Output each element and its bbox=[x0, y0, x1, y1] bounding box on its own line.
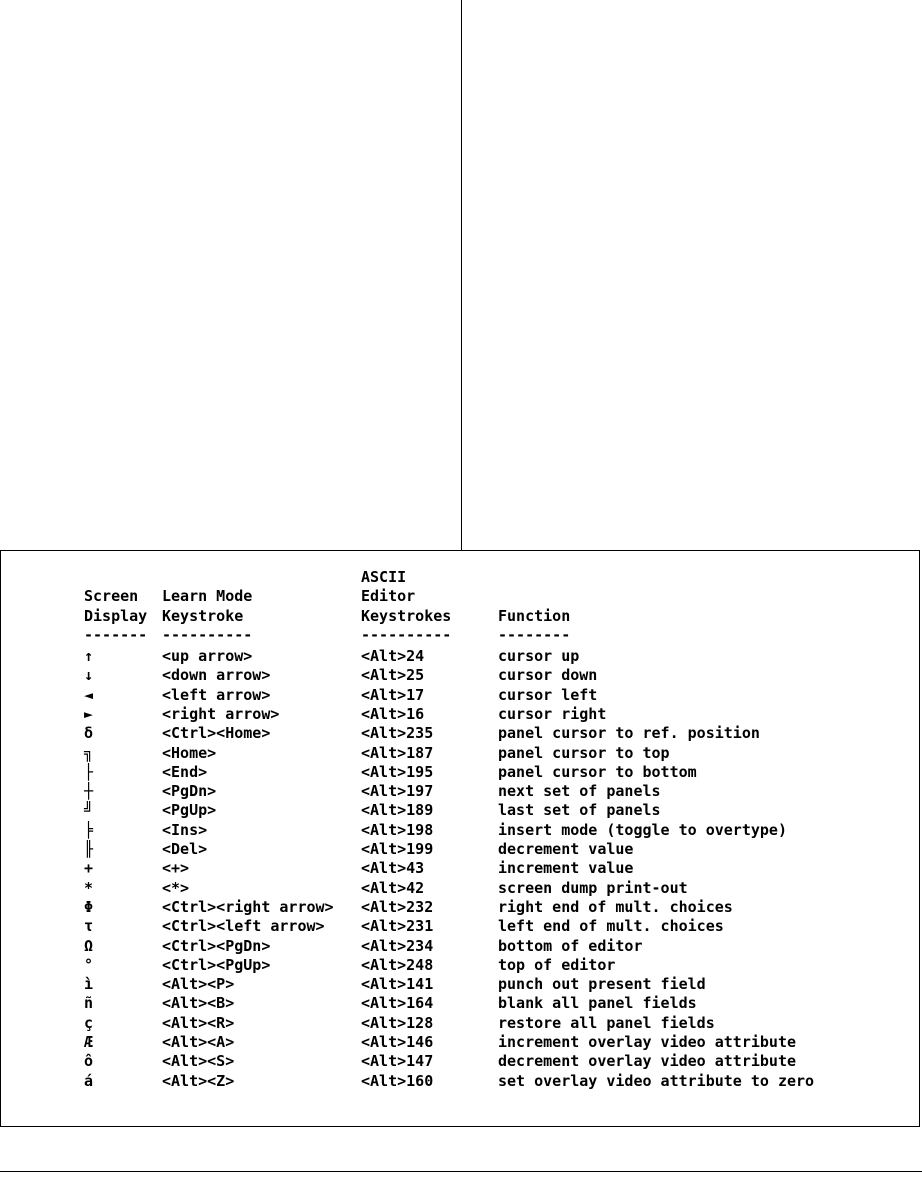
learn-mode-keystroke: <Alt><A> bbox=[162, 1033, 235, 1051]
learn-mode-keystroke: <+> bbox=[162, 859, 190, 878]
ascii-keystroke: <Alt>16 bbox=[361, 704, 425, 723]
screen-display-symbol: ↑ bbox=[84, 647, 94, 665]
screen-display-symbol: ► bbox=[84, 704, 94, 723]
learn-mode-keystroke: <Ctrl><PgUp> bbox=[162, 955, 271, 974]
function-description: cursor down bbox=[498, 666, 598, 685]
ascii-keystroke: <Alt>187 bbox=[361, 743, 434, 762]
screen-display-symbol: ñ bbox=[84, 994, 94, 1013]
ascii-keystroke: <Alt>24 bbox=[361, 647, 425, 665]
screen-display-symbol: ↓ bbox=[84, 666, 94, 685]
function-description: insert mode (toggle to overtype) bbox=[498, 820, 787, 839]
screen-display-symbol: τ bbox=[84, 917, 94, 936]
ascii-keystroke: <Alt>128 bbox=[361, 1013, 434, 1032]
screen-display-symbol: ├ bbox=[84, 762, 94, 781]
ascii-keystroke: <Alt>25 bbox=[361, 666, 425, 685]
screen-display-symbol: ╝ bbox=[84, 801, 94, 820]
ascii-keystroke: <Alt>17 bbox=[361, 685, 425, 704]
learn-mode-keystroke: <Alt><R> bbox=[162, 1013, 235, 1032]
footer-rule bbox=[0, 1171, 922, 1172]
screen-display-symbol: ° bbox=[84, 955, 94, 974]
screen-display-symbol: ç bbox=[84, 1013, 94, 1032]
screen-display-symbol: ô bbox=[84, 1052, 94, 1071]
ascii-keystroke: <Alt>231 bbox=[361, 917, 434, 936]
function-description: decrement value bbox=[498, 840, 634, 858]
learn-mode-keystroke: <right arrow> bbox=[162, 704, 280, 723]
learn-mode-keystroke: <PgUp> bbox=[162, 801, 217, 820]
function-description: panel cursor to bottom bbox=[498, 762, 697, 781]
screen-display-symbol: + bbox=[84, 859, 94, 878]
function-description: cursor left bbox=[498, 685, 598, 704]
screen-display-symbol: Φ bbox=[84, 897, 94, 916]
header-ascii-line: ---------- bbox=[361, 625, 452, 644]
learn-mode-keystroke: <Del> bbox=[162, 840, 208, 858]
learn-mode-keystroke: <Home> bbox=[162, 743, 217, 762]
function-description: panel cursor to top bbox=[498, 743, 670, 762]
learn-mode-keystroke: <Ctrl><Home> bbox=[162, 724, 271, 743]
learn-mode-keystroke: <Ins> bbox=[162, 820, 208, 839]
header-screen-line: ------- bbox=[84, 625, 148, 644]
ascii-keystroke: <Alt>234 bbox=[361, 936, 434, 955]
header-ascii-line: Editor bbox=[361, 587, 416, 606]
learn-mode-keystroke: <Ctrl><right arrow> bbox=[162, 897, 334, 916]
function-description: right end of mult. choices bbox=[498, 897, 733, 916]
function-description: restore all panel fields bbox=[498, 1013, 715, 1032]
function-description: next set of panels bbox=[498, 782, 661, 801]
learn-mode-keystroke: <Alt><Z> bbox=[162, 1071, 235, 1090]
ascii-keystroke: <Alt>197 bbox=[361, 782, 434, 801]
ascii-keystroke: <Alt>160 bbox=[361, 1071, 434, 1090]
screen-display-symbol: ┼ bbox=[84, 782, 94, 801]
learn-mode-keystroke: <Ctrl><PgDn> bbox=[162, 936, 271, 955]
header-learn-line: Keystroke bbox=[162, 606, 244, 625]
ascii-keystroke: <Alt>235 bbox=[361, 724, 434, 743]
ascii-keystroke: <Alt>43 bbox=[361, 859, 425, 878]
learn-mode-keystroke: <PgDn> bbox=[162, 782, 217, 801]
ascii-keystroke: <Alt>232 bbox=[361, 897, 434, 916]
function-description: punch out present field bbox=[498, 975, 706, 994]
function-description: top of editor bbox=[498, 955, 616, 974]
screen-display-symbol: * bbox=[84, 878, 94, 897]
function-description: set overlay video attribute to zero bbox=[498, 1071, 815, 1090]
screen-display-symbol: á bbox=[84, 1071, 94, 1090]
learn-mode-keystroke: <Alt><S> bbox=[162, 1052, 235, 1071]
function-description: increment overlay video attribute bbox=[498, 1033, 797, 1051]
learn-mode-keystroke: <Alt><B> bbox=[162, 994, 235, 1013]
screen-display-symbol: Æ bbox=[84, 1033, 94, 1051]
header-learn-line: ---------- bbox=[162, 625, 253, 644]
screen-display-symbol: ╞ bbox=[84, 820, 94, 839]
screen-display-symbol: ╗ bbox=[84, 743, 94, 762]
ascii-keystroke: <Alt>195 bbox=[361, 762, 434, 781]
learn-mode-keystroke: <left arrow> bbox=[162, 685, 271, 704]
ascii-keystroke: <Alt>146 bbox=[361, 1033, 434, 1051]
learn-mode-keystroke: <End> bbox=[162, 762, 208, 781]
learn-mode-keystroke: <down arrow> bbox=[162, 666, 271, 685]
header-function-line: Function bbox=[498, 606, 571, 625]
ascii-keystroke: <Alt>147 bbox=[361, 1052, 434, 1071]
ascii-keystroke: <Alt>164 bbox=[361, 994, 434, 1013]
header-screen-line: Display bbox=[84, 606, 148, 625]
ascii-keystroke: <Alt>141 bbox=[361, 975, 434, 994]
learn-mode-keystroke: <Alt><P> bbox=[162, 975, 235, 994]
screen-display-symbol: Ω bbox=[84, 936, 94, 955]
function-description: panel cursor to ref. position bbox=[498, 724, 760, 743]
header-function-line: -------- bbox=[498, 625, 571, 644]
function-description: last set of panels bbox=[498, 801, 661, 820]
function-description: left end of mult. choices bbox=[498, 917, 724, 936]
function-description: cursor up bbox=[498, 647, 580, 665]
learn-mode-keystroke: <up arrow> bbox=[162, 647, 253, 665]
learn-mode-keystroke: <*> bbox=[162, 878, 190, 897]
function-description: bottom of editor bbox=[498, 936, 643, 955]
ascii-keystroke: <Alt>248 bbox=[361, 955, 434, 974]
function-description: screen dump print-out bbox=[498, 878, 688, 897]
function-description: cursor right bbox=[498, 704, 607, 723]
ascii-keystroke: <Alt>199 bbox=[361, 840, 434, 858]
function-description: decrement overlay video attribute bbox=[498, 1052, 797, 1071]
screen-display-symbol: ╟ bbox=[84, 840, 94, 858]
header-screen-line: Screen bbox=[84, 587, 139, 606]
ascii-keystroke: <Alt>42 bbox=[361, 878, 425, 897]
screen-display-symbol: ◄ bbox=[84, 685, 94, 704]
column-divider bbox=[461, 0, 462, 550]
screen-display-symbol: δ bbox=[84, 724, 94, 743]
header-ascii-line: ASCII bbox=[361, 568, 407, 586]
header-ascii-line: Keystrokes bbox=[361, 606, 452, 625]
learn-mode-keystroke: <Ctrl><left arrow> bbox=[162, 917, 325, 936]
ascii-keystroke: <Alt>198 bbox=[361, 820, 434, 839]
ascii-keystroke: <Alt>189 bbox=[361, 801, 434, 820]
screen-display-symbol: ì bbox=[84, 975, 94, 994]
function-description: increment value bbox=[498, 859, 634, 878]
header-learn-line: Learn Mode bbox=[162, 587, 253, 606]
function-description: blank all panel fields bbox=[498, 994, 697, 1013]
